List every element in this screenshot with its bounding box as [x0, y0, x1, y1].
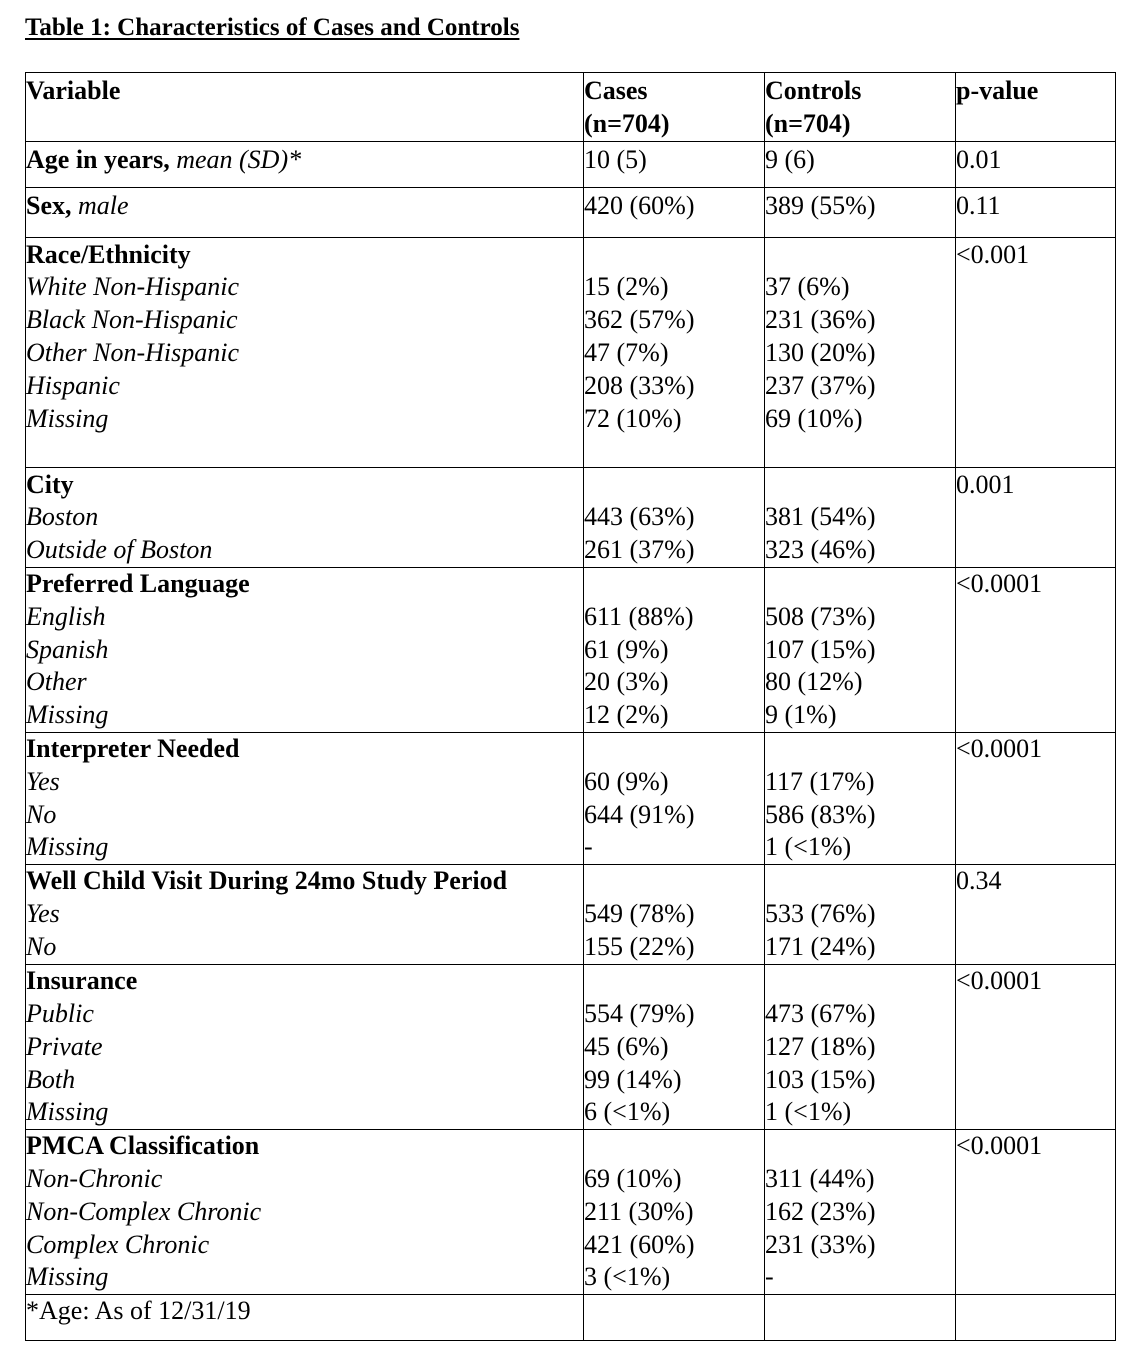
insurance-cases: 6 (<1%) [584, 1097, 671, 1127]
interpreter-controls: 586 (83%) [765, 799, 876, 829]
city-row [26, 467, 1116, 567]
header-variable: Variable [26, 76, 121, 105]
language-cases: 12 (2%) [584, 700, 669, 730]
city-label: Boston [26, 502, 99, 532]
pmca-label: Non-Chronic [26, 1163, 163, 1193]
race-controls: 237 (37%) [765, 370, 876, 400]
race-cases: 47 (7%) [584, 337, 669, 367]
wellchild-row [26, 865, 1116, 965]
header-controls-n: (n=704) [765, 108, 851, 138]
wellchild-controls: 533 (76%) [765, 898, 876, 928]
race-cases: 208 (33%) [584, 370, 695, 400]
wellchild-controls: 171 (24%) [765, 931, 876, 961]
race-controls: 231 (36%) [765, 305, 876, 335]
language-controls: 80 (12%) [765, 667, 863, 697]
pmca-heading: PMCA Classification [26, 1131, 260, 1161]
pmca-cases: 3 (<1%) [584, 1262, 671, 1292]
language-cases: 61 (9%) [584, 634, 669, 664]
pmca-cases: 421 (60%) [584, 1229, 695, 1259]
wellchild-label: No [26, 931, 57, 961]
language-label: Other [26, 667, 87, 697]
interpreter-label: No [26, 799, 57, 829]
language-heading: Preferred Language [26, 568, 250, 598]
insurance-heading: Insurance [26, 966, 138, 996]
insurance-controls: 473 (67%) [765, 998, 876, 1028]
wellchild-label: Yes [26, 898, 60, 928]
race-cases: 72 (10%) [584, 403, 682, 433]
interpreter-cases: - [584, 832, 593, 862]
insurance-label: Private [26, 1031, 103, 1061]
interpreter-cases: 60 (9%) [584, 766, 669, 796]
wellchild-pvalue: 0.34 [956, 866, 1002, 896]
header-controls-cell [765, 73, 956, 142]
insurance-pvalue: <0.0001 [956, 966, 1043, 996]
insurance-label: Missing [26, 1097, 109, 1127]
pmca-label: Non-Complex Chronic [26, 1196, 262, 1226]
race-row [26, 237, 1116, 467]
language-controls: 9 (1%) [765, 700, 837, 730]
language-cases: 20 (3%) [584, 667, 669, 697]
wellchild-heading: Well Child Visit During 24mo Study Period [26, 866, 508, 896]
language-label: Spanish [26, 634, 109, 664]
race-controls: 69 (10%) [765, 403, 863, 433]
header-controls: Controls [765, 76, 862, 105]
sex-controls: 389 (55%) [765, 190, 876, 220]
race-cases: 15 (2%) [584, 272, 669, 302]
race-label: White Non-Hispanic [26, 272, 240, 302]
sex-pvalue: 0.11 [956, 190, 1001, 220]
interpreter-label: Yes [26, 766, 60, 796]
age-cases: 10 (5) [584, 144, 647, 174]
insurance-cases: 554 (79%) [584, 998, 695, 1028]
insurance-controls: 127 (18%) [765, 1031, 876, 1061]
race-heading: Race/Ethnicity [26, 239, 191, 269]
footnote-row [26, 1295, 1116, 1341]
city-cases: 261 (37%) [584, 535, 695, 565]
sex-label: Sex, male [26, 190, 129, 220]
insurance-label: Both [26, 1064, 76, 1094]
pmca-pvalue: <0.0001 [956, 1131, 1043, 1161]
pmca-controls: 231 (33%) [765, 1229, 876, 1259]
footnote: *Age: As of 12/31/19 [26, 1296, 251, 1326]
wellchild-cases: 155 (22%) [584, 931, 695, 961]
insurance-cases: 99 (14%) [584, 1064, 682, 1094]
pmca-label: Complex Chronic [26, 1229, 210, 1259]
race-cases: 362 (57%) [584, 305, 695, 335]
age-label: Age in years, mean (SD)* [26, 144, 302, 174]
language-label: English [26, 601, 106, 631]
pmca-controls: - [765, 1262, 774, 1292]
header-pvalue-cell [956, 73, 1116, 142]
race-controls: 37 (6%) [765, 272, 850, 302]
city-controls: 323 (46%) [765, 535, 876, 565]
race-label: Missing [26, 403, 109, 433]
race-label: Hispanic [26, 370, 120, 400]
sex-cases: 420 (60%) [584, 190, 695, 220]
language-pvalue: <0.0001 [956, 568, 1043, 598]
race-controls: 130 (20%) [765, 337, 876, 367]
language-controls: 107 (15%) [765, 634, 876, 664]
pmca-controls: 162 (23%) [765, 1196, 876, 1226]
interpreter-label: Missing [26, 832, 109, 862]
race-label: Other Non-Hispanic [26, 337, 240, 367]
pmca-cases: 211 (30%) [584, 1196, 694, 1226]
pmca-controls: 311 (44%) [765, 1163, 875, 1193]
language-label: Missing [26, 700, 109, 730]
header-cases: Cases [584, 76, 648, 105]
city-pvalue: 0.001 [956, 469, 1015, 499]
language-row [26, 567, 1116, 732]
insurance-row [26, 965, 1116, 1130]
interpreter-controls: 1 (<1%) [765, 832, 852, 862]
city-controls: 381 (54%) [765, 502, 876, 532]
insurance-controls: 1 (<1%) [765, 1097, 852, 1127]
insurance-cases: 45 (6%) [584, 1031, 669, 1061]
header-pvalue: p-value [956, 76, 1039, 105]
wellchild-cases: 549 (78%) [584, 898, 695, 928]
interpreter-cases: 644 (91%) [584, 799, 695, 829]
pmca-row [26, 1130, 1116, 1295]
interpreter-pvalue: <0.0001 [956, 733, 1043, 763]
characteristics-table [25, 72, 1116, 1341]
age-controls: 9 (6) [765, 144, 815, 174]
insurance-controls: 103 (15%) [765, 1064, 876, 1094]
header-row [26, 73, 1116, 142]
insurance-label: Public [26, 998, 94, 1028]
interpreter-controls: 117 (17%) [765, 766, 875, 796]
header-cases-cell [584, 73, 765, 142]
pmca-label: Missing [26, 1262, 109, 1292]
sex-row [26, 187, 1116, 237]
city-heading: City [26, 469, 74, 499]
table-title: Table 1: Characteristics of Cases and Controls [25, 14, 520, 41]
race-pvalue: <0.001 [956, 239, 1030, 269]
header-variable-cell [26, 73, 584, 142]
language-cases: 611 (88%) [584, 601, 694, 631]
age-pvalue: 0.01 [956, 144, 1002, 174]
interpreter-row [26, 732, 1116, 864]
age-row [26, 141, 1116, 187]
header-cases-n: (n=704) [584, 108, 670, 138]
race-label: Black Non-Hispanic [26, 305, 238, 335]
city-label: Outside of Boston [26, 535, 213, 565]
city-cases: 443 (63%) [584, 502, 695, 532]
pmca-cases: 69 (10%) [584, 1163, 682, 1193]
interpreter-heading: Interpreter Needed [26, 733, 240, 763]
language-controls: 508 (73%) [765, 601, 876, 631]
